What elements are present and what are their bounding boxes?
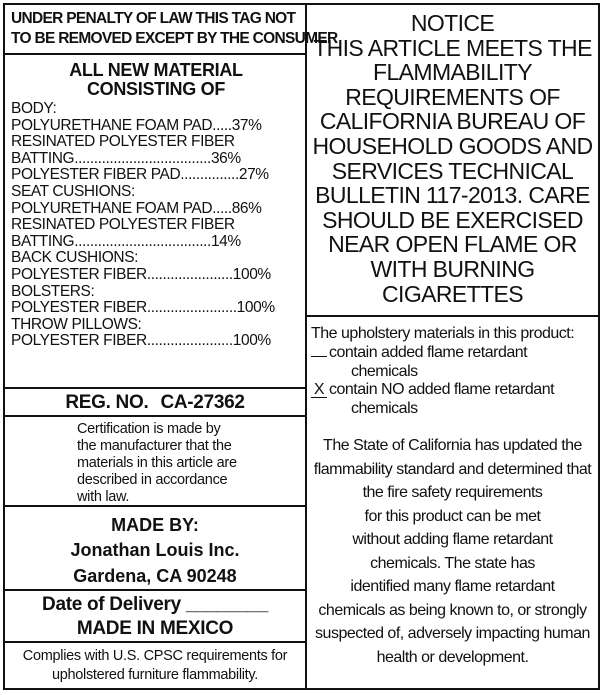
- certification-line: described in accordance: [77, 472, 228, 488]
- material-row: SEAT CUSHIONS:: [11, 183, 135, 200]
- flame-retardant-option-none: [311, 381, 598, 400]
- option-text-continued: chemicals: [351, 362, 418, 380]
- law-label-tag: [3, 3, 600, 690]
- statement-line: identified many flame retardant: [350, 578, 555, 595]
- material-row: BATTING...................................14%: [11, 233, 241, 250]
- upholstery-heading: The upholstery materials in this product:: [311, 325, 575, 342]
- notice-line: WITH BURNING: [370, 255, 535, 282]
- notice-line: CALIFORNIA BUREAU OF: [319, 108, 586, 135]
- notice-line: CIGARETTES: [382, 280, 523, 307]
- option-checkbox-marked: X: [311, 382, 327, 398]
- notice-heading: NOTICE: [410, 10, 495, 36]
- material-row: BOLSTERS:: [11, 283, 95, 300]
- certification-line: with law.: [77, 489, 130, 505]
- notice-line: REQUIREMENTS OF: [345, 83, 560, 110]
- manufacturer-name: Jonathan Louis Inc.: [70, 540, 240, 560]
- statement-line: without adding flame retardant: [352, 531, 553, 548]
- delivery-section: [5, 591, 305, 643]
- material-row: POLYURETHANE FOAM PAD.....37%: [11, 117, 262, 134]
- delivery-date-field: Date of Delivery ________: [42, 594, 268, 615]
- statement-line: chemicals as being known to, or strongly: [318, 601, 587, 619]
- statement-line: flammability standard and determined that: [313, 460, 592, 478]
- material-row: POLYURETHANE FOAM PAD.....86%: [11, 200, 262, 217]
- statement-line: The State of California has updated the: [323, 437, 582, 454]
- certification-line: materials in this article are: [77, 455, 237, 471]
- registration-label: REG. NO.: [65, 392, 149, 413]
- manufacturer-location: Gardena, CA 90248: [73, 566, 237, 586]
- material-row: RESINATED POLYESTER FIBER: [11, 217, 235, 234]
- notice-line: BULLETIN 117-2013. CARE: [315, 182, 590, 209]
- notice-line: NEAR OPEN FLAME OR: [328, 231, 577, 258]
- certification-line: Certification is made by: [77, 421, 221, 437]
- cpsc-compliance: [5, 643, 305, 688]
- material-row: RESINATED POLYESTER FIBER: [11, 134, 235, 151]
- flame-retardant-option-added: [311, 344, 598, 363]
- statement-line: for this product can be met: [364, 507, 541, 525]
- notice-line: HOUSEHOLD GOODS AND: [312, 132, 593, 159]
- option-text: contain NO added flame retardant: [329, 381, 555, 398]
- notice-line: SERVICES TECHNICAL: [331, 157, 574, 184]
- certification-statement: [5, 417, 305, 507]
- upholstery-statement: [307, 317, 598, 688]
- option-text: contain added flame retardant: [329, 344, 528, 361]
- materials-subtitle: CONSISTING OF: [86, 79, 226, 99]
- warning-line: UNDER PENALTY OF LAW THIS TAG NOT: [11, 10, 296, 27]
- statement-line: chemicals. The state has: [370, 554, 535, 572]
- option-text-continued: chemicals: [351, 399, 418, 417]
- compliance-line: upholstered furniture flammability.: [51, 667, 259, 683]
- notice-line: SHOULD BE EXERCISED: [322, 206, 583, 233]
- materials-section: [5, 55, 305, 389]
- material-row: THROW PILLOWS:: [11, 316, 142, 333]
- warning-line: TO BE REMOVED EXCEPT BY THE CONSUMER: [11, 30, 338, 47]
- notice-line: THIS ARTICLE MEETS THE: [313, 34, 592, 61]
- material-row: BODY:: [11, 101, 57, 117]
- statement-line: suspected of, adversely impacting human: [315, 625, 590, 642]
- material-row: POLYESTER FIBER......................100%: [11, 266, 271, 283]
- manufacturer-section: [5, 507, 305, 591]
- option-checkbox-blank: [311, 356, 327, 357]
- left-column: [5, 5, 338, 688]
- made-by-heading: MADE BY:: [111, 515, 199, 535]
- notice-line: FLAMMABILITY: [373, 59, 532, 86]
- material-row: POLYESTER FIBER PAD...............27%: [11, 167, 269, 184]
- registration-value: CA-27362: [160, 392, 245, 413]
- right-column: [307, 5, 598, 688]
- removal-warning: [5, 5, 338, 55]
- certification-line: the manufacturer that the: [77, 438, 232, 454]
- registration-number: [5, 389, 305, 417]
- statement-line: the fire safety requirements: [362, 484, 543, 501]
- country-of-origin: MADE IN MEXICO: [76, 618, 234, 639]
- material-row: BATTING...................................36%: [11, 150, 241, 167]
- material-row: POLYESTER FIBER......................100%: [11, 333, 271, 350]
- materials-list: [11, 101, 301, 350]
- material-row: POLYESTER FIBER.......................100%: [11, 300, 275, 317]
- materials-title: ALL NEW MATERIAL: [69, 60, 243, 80]
- material-row: BACK CUSHIONS:: [11, 250, 139, 267]
- flammability-notice: [307, 5, 598, 317]
- compliance-line: Complies with U.S. CPSC requirements for: [22, 648, 288, 664]
- statement-line: health or development.: [376, 648, 529, 666]
- california-statement: [311, 434, 598, 669]
